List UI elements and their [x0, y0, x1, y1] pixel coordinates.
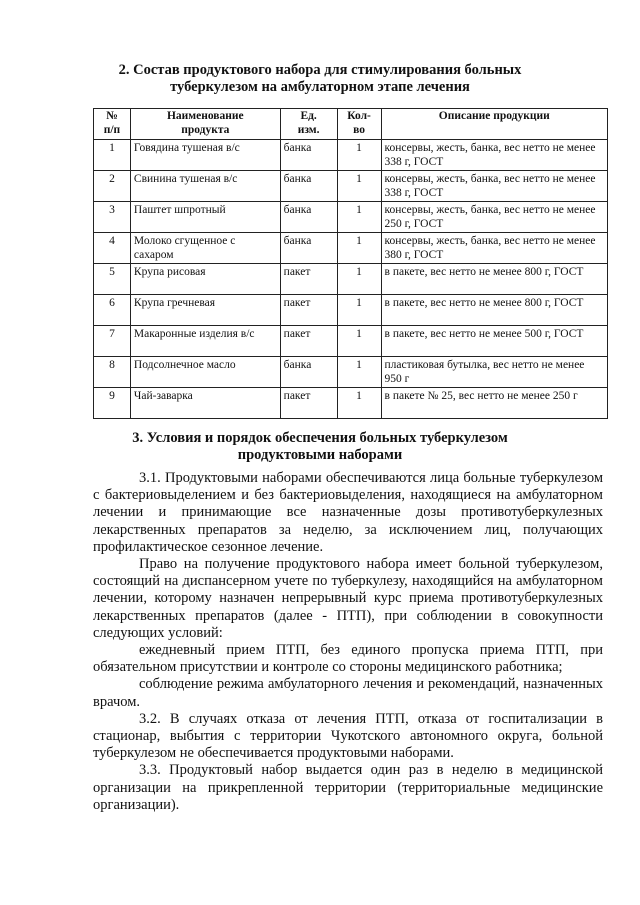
cell-quantity: 1 — [337, 326, 381, 357]
table-row — [94, 264, 608, 295]
header-number-line-2: п/п — [103, 124, 121, 136]
cell-product-name: Свинина тушеная в/с — [130, 171, 280, 202]
table-row — [94, 140, 608, 171]
cell-quantity: 1 — [337, 233, 381, 264]
header-description: Описание продукции — [381, 109, 607, 140]
section-2-title-line-1: 2. Состав продуктового набора для стимулирования больных — [118, 62, 522, 78]
header-number-line-1: № — [106, 110, 118, 122]
cell-number: 7 — [94, 326, 131, 357]
header-product-name — [130, 109, 280, 140]
cell-quantity: 1 — [337, 140, 381, 171]
cell-quantity: 1 — [337, 357, 381, 388]
header-unit-line-1: Ед. — [300, 110, 317, 122]
header-product-name-line-2: продукта — [181, 124, 230, 136]
cell-description: консервы, жесть, банка, вес нетто не менее 250 г, ГОСТ — [381, 202, 607, 233]
cell-description: в пакете, вес нетто не менее 800 г, ГОСТ — [381, 295, 607, 326]
paragraph-3-2: 3.2. В случаях отказа от лечения ПТП, отказа от госпитализации в стационар, выбытия с территории Чукотского автономного округа, больной туберкулезом не обеспечивается продуктовыми наборами. — [93, 710, 603, 762]
cell-number: 1 — [94, 140, 131, 171]
cell-product-name: Молоко сгущенное с сахаром — [130, 233, 280, 264]
section-3-title-line-1: 3. Условия и порядок обеспечения больных туберкулезом — [132, 430, 508, 446]
cell-number: 5 — [94, 264, 131, 295]
cell-description: консервы, жесть, банка, вес нетто не менее 380 г, ГОСТ — [381, 233, 607, 264]
cell-unit: банка — [280, 202, 337, 233]
cell-number: 4 — [94, 233, 131, 264]
product-set-table — [93, 108, 608, 419]
cell-product-name: Крупа гречневая — [130, 295, 280, 326]
cell-unit: банка — [280, 171, 337, 202]
cell-quantity: 1 — [337, 295, 381, 326]
header-number — [94, 109, 131, 140]
cell-unit: банка — [280, 357, 337, 388]
cell-description: консервы, жесть, банка, вес нетто не менее 338 г, ГОСТ — [381, 140, 607, 171]
cell-quantity: 1 — [337, 202, 381, 233]
table-row — [94, 202, 608, 233]
cell-number: 6 — [94, 295, 131, 326]
cell-number: 8 — [94, 357, 131, 388]
table-row — [94, 295, 608, 326]
cell-number: 3 — [94, 202, 131, 233]
paragraph-condition-regimen: соблюдение режима амбулаторного лечения и рекомендаций, назначенных врачом. — [93, 676, 603, 710]
paragraph-3-1: 3.1. Продуктовыми наборами обеспечиваются лица больные туберкулезом с бактериовыделением и без бактериовыделения, находящиеся на амбулаторном лечении и принимающие все назначенные дозы противотуберкулезных лекарственных препаратов за неделю, за исключением лиц, получающих профилактическое сезонное лечение. — [93, 470, 603, 555]
cell-description: в пакете № 25, вес нетто не менее 250 г — [381, 388, 607, 419]
cell-unit: банка — [280, 233, 337, 264]
cell-unit: банка — [280, 140, 337, 171]
header-product-name-line-1: Наименование — [166, 110, 244, 122]
paragraph-condition-daily-intake: ежедневный прием ПТП, без единого пропуска приема ПТП, при обязательном присутствии и контроле со стороны медицинского работника; — [93, 642, 603, 676]
paragraph-eligibility: Право на получение продуктового набора имеет больной туберкулезом, состоящий на диспансерном учете по туберкулезу, находящийся на амбулаторном лечении, которому назначен непрерывный курс приема противотуберкулезных лекарственных препаратов (далее - ПТП), при соблюдении в совокупности следующих условий: — [93, 556, 603, 641]
cell-unit: пакет — [280, 388, 337, 419]
section-2-title-line-2: туберкулезом на амбулаторном этапе лечения — [170, 79, 470, 95]
header-quantity-line-1: Кол- — [347, 110, 371, 122]
cell-description: в пакете, вес нетто не менее 800 г, ГОСТ — [381, 264, 607, 295]
cell-quantity: 1 — [337, 264, 381, 295]
cell-product-name: Говядина тушеная в/с — [130, 140, 280, 171]
table-row — [94, 357, 608, 388]
cell-number: 2 — [94, 171, 131, 202]
cell-number: 9 — [94, 388, 131, 419]
cell-product-name: Подсолнечное масло — [130, 357, 280, 388]
cell-product-name: Чай-заварка — [130, 388, 280, 419]
cell-description: в пакете, вес нетто не менее 500 г, ГОСТ — [381, 326, 607, 357]
table-row — [94, 171, 608, 202]
cell-unit: пакет — [280, 295, 337, 326]
cell-unit: пакет — [280, 264, 337, 295]
cell-quantity: 1 — [337, 388, 381, 419]
cell-quantity: 1 — [337, 171, 381, 202]
cell-unit: пакет — [280, 326, 337, 357]
section-3-title-line-2: продуктовыми наборами — [237, 447, 403, 463]
section-3-body — [93, 470, 603, 814]
table-row — [94, 388, 608, 419]
cell-product-name: Паштет шпротный — [130, 202, 280, 233]
cell-product-name: Крупа рисовая — [130, 264, 280, 295]
paragraph-3-3: 3.3. Продуктовый набор выдается один раз в неделю в медицинской организации на прикрепленной территории (территориальные медицинские организации). — [93, 762, 603, 813]
section-2-title — [100, 62, 540, 96]
section-3-title — [100, 430, 540, 464]
cell-product-name: Макаронные изделия в/с — [130, 326, 280, 357]
header-unit — [280, 109, 337, 140]
cell-description: пластиковая бутылка, вес нетто не менее 950 г — [381, 357, 607, 388]
table-row — [94, 326, 608, 357]
cell-description: консервы, жесть, банка, вес нетто не менее 338 г, ГОСТ — [381, 171, 607, 202]
table-header-row — [94, 109, 608, 140]
header-quantity-line-2: во — [353, 124, 365, 136]
header-quantity — [337, 109, 381, 140]
header-unit-line-2: изм. — [297, 124, 320, 136]
table-row — [94, 233, 608, 264]
